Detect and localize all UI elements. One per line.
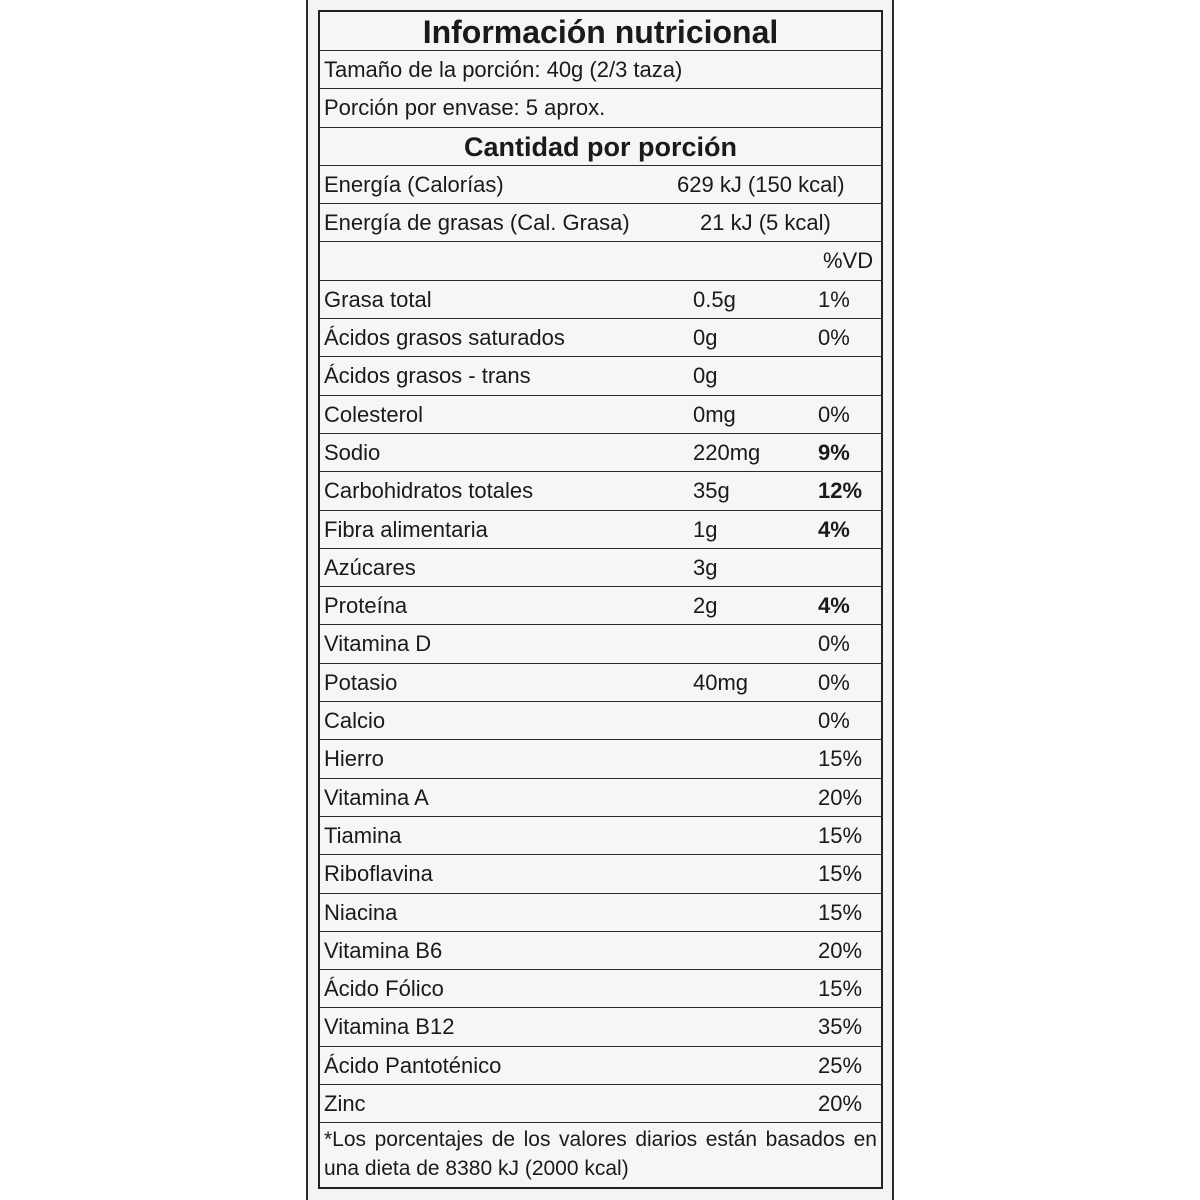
nutrient-name: Vitamina D — [324, 631, 432, 657]
fat-energy-value: 21 kJ (5 kcal) — [700, 210, 831, 236]
nutrient-dv: 35% — [818, 1014, 863, 1040]
nutrient-name: Azúcares — [324, 554, 416, 580]
nutrient-name: Tiamina — [324, 822, 402, 848]
nutrient-dv: 0% — [818, 325, 850, 351]
nutrient-row — [320, 587, 881, 625]
nutrient-amount: 1g — [693, 516, 718, 542]
nutrient-dv: 15% — [818, 976, 863, 1002]
nutrient-name: Ácido Fólico — [324, 976, 444, 1002]
nutrient-dv: 12% — [818, 478, 863, 504]
nutrient-dv: 25% — [818, 1052, 863, 1078]
nutrient-dv: 0% — [818, 401, 850, 427]
nutrient-name: Vitamina A — [324, 784, 429, 810]
nutrient-amount: 3g — [693, 554, 718, 580]
nutrient-dv: 15% — [818, 822, 863, 848]
nutrient-amount: 220mg — [693, 439, 761, 465]
nutrient-amount: 0g — [693, 325, 718, 351]
nutrient-row — [320, 894, 881, 932]
nutrient-name: Ácidos grasos saturados — [324, 325, 565, 351]
label-title: Información nutricional — [320, 12, 881, 51]
nutrient-row — [320, 740, 881, 778]
fat-energy-name: Energía de grasas (Cal. Grasa) — [324, 210, 630, 236]
servings-per-container-row — [320, 89, 881, 127]
energy-name: Energía (Calorías) — [324, 171, 504, 197]
nutrient-list — [320, 281, 881, 1124]
serving-size: Tamaño de la porción: 40g (2/3 taza) — [324, 57, 683, 82]
nutrient-row — [320, 932, 881, 970]
nutrient-row — [320, 472, 881, 510]
nutrient-row — [320, 779, 881, 817]
nutrient-row — [320, 549, 881, 587]
nutrient-amount: 0.5g — [693, 286, 736, 312]
servings-per-container: Porción por envase: 5 aprox. — [324, 95, 606, 121]
nutrient-name: Grasa total — [324, 286, 432, 312]
dv-header: %VD — [823, 248, 874, 274]
nutrient-dv: 0% — [818, 669, 850, 695]
nutrient-row — [320, 625, 881, 663]
nutrient-dv: 9% — [818, 439, 850, 465]
nutrient-name: Sodio — [324, 439, 381, 465]
nutrient-name: Zinc — [324, 1091, 366, 1117]
dv-header-row — [320, 242, 881, 280]
nutrient-name: Colesterol — [324, 401, 424, 427]
nutrition-facts-table — [318, 10, 883, 1189]
nutrient-name: Carbohidratos totales — [324, 478, 534, 504]
nutrient-dv: 0% — [818, 631, 850, 657]
nutrient-row — [320, 511, 881, 549]
nutrient-row — [320, 1008, 881, 1046]
nutrient-amount: 0mg — [693, 401, 736, 427]
nutrient-dv: 20% — [818, 937, 863, 963]
nutrient-name: Hierro — [324, 746, 384, 772]
nutrient-row — [320, 855, 881, 893]
nutrient-dv: 15% — [818, 746, 863, 772]
nutrient-dv: 20% — [818, 784, 863, 810]
energy-row — [320, 166, 881, 204]
nutrient-row — [320, 970, 881, 1008]
nutrient-row — [320, 396, 881, 434]
amount-per-serving-heading: Cantidad por porción — [320, 128, 881, 166]
energy-value: 629 kJ (150 kcal) — [677, 171, 845, 197]
nutrient-dv: 20% — [818, 1091, 863, 1117]
nutrient-name: Fibra alimentaria — [324, 516, 488, 542]
nutrient-name: Proteína — [324, 593, 408, 619]
nutrient-dv: 15% — [818, 861, 863, 887]
nutrient-amount: 2g — [693, 593, 718, 619]
nutrient-row — [320, 281, 881, 319]
nutrient-name: Ácidos grasos - trans — [324, 363, 531, 389]
nutrient-amount: 40mg — [693, 669, 749, 695]
nutrient-row — [320, 434, 881, 472]
footnote: *Los porcentajes de los valores diarios están basados en una dieta de 8380 kJ (2000 kcal) — [324, 1128, 877, 1181]
nutrient-name: Riboflavina — [324, 861, 433, 887]
nutrient-dv: 0% — [818, 708, 850, 734]
nutrient-row — [320, 702, 881, 740]
nutrient-dv: 4% — [818, 516, 850, 542]
nutrient-name: Vitamina B12 — [324, 1014, 455, 1040]
nutrient-row — [320, 357, 881, 395]
nutrient-name: Niacina — [324, 899, 398, 925]
nutrient-name: Ácido Pantoténico — [324, 1052, 502, 1078]
nutrient-amount: 35g — [693, 478, 730, 504]
nutrient-dv: 4% — [818, 593, 850, 619]
nutrient-row — [320, 817, 881, 855]
nutrient-row — [320, 1047, 881, 1085]
nutrient-name: Vitamina B6 — [324, 937, 443, 963]
serving-size-row — [320, 51, 881, 89]
nutrient-row — [320, 1085, 881, 1123]
nutrient-row — [320, 319, 881, 357]
nutrient-row — [320, 664, 881, 702]
nutrient-dv: 15% — [818, 899, 863, 925]
nutrient-name: Calcio — [324, 708, 386, 734]
nutrient-name: Potasio — [324, 669, 398, 695]
nutrient-dv: 1% — [818, 286, 850, 312]
fat-energy-row — [320, 204, 881, 242]
nutrient-amount: 0g — [693, 363, 718, 389]
